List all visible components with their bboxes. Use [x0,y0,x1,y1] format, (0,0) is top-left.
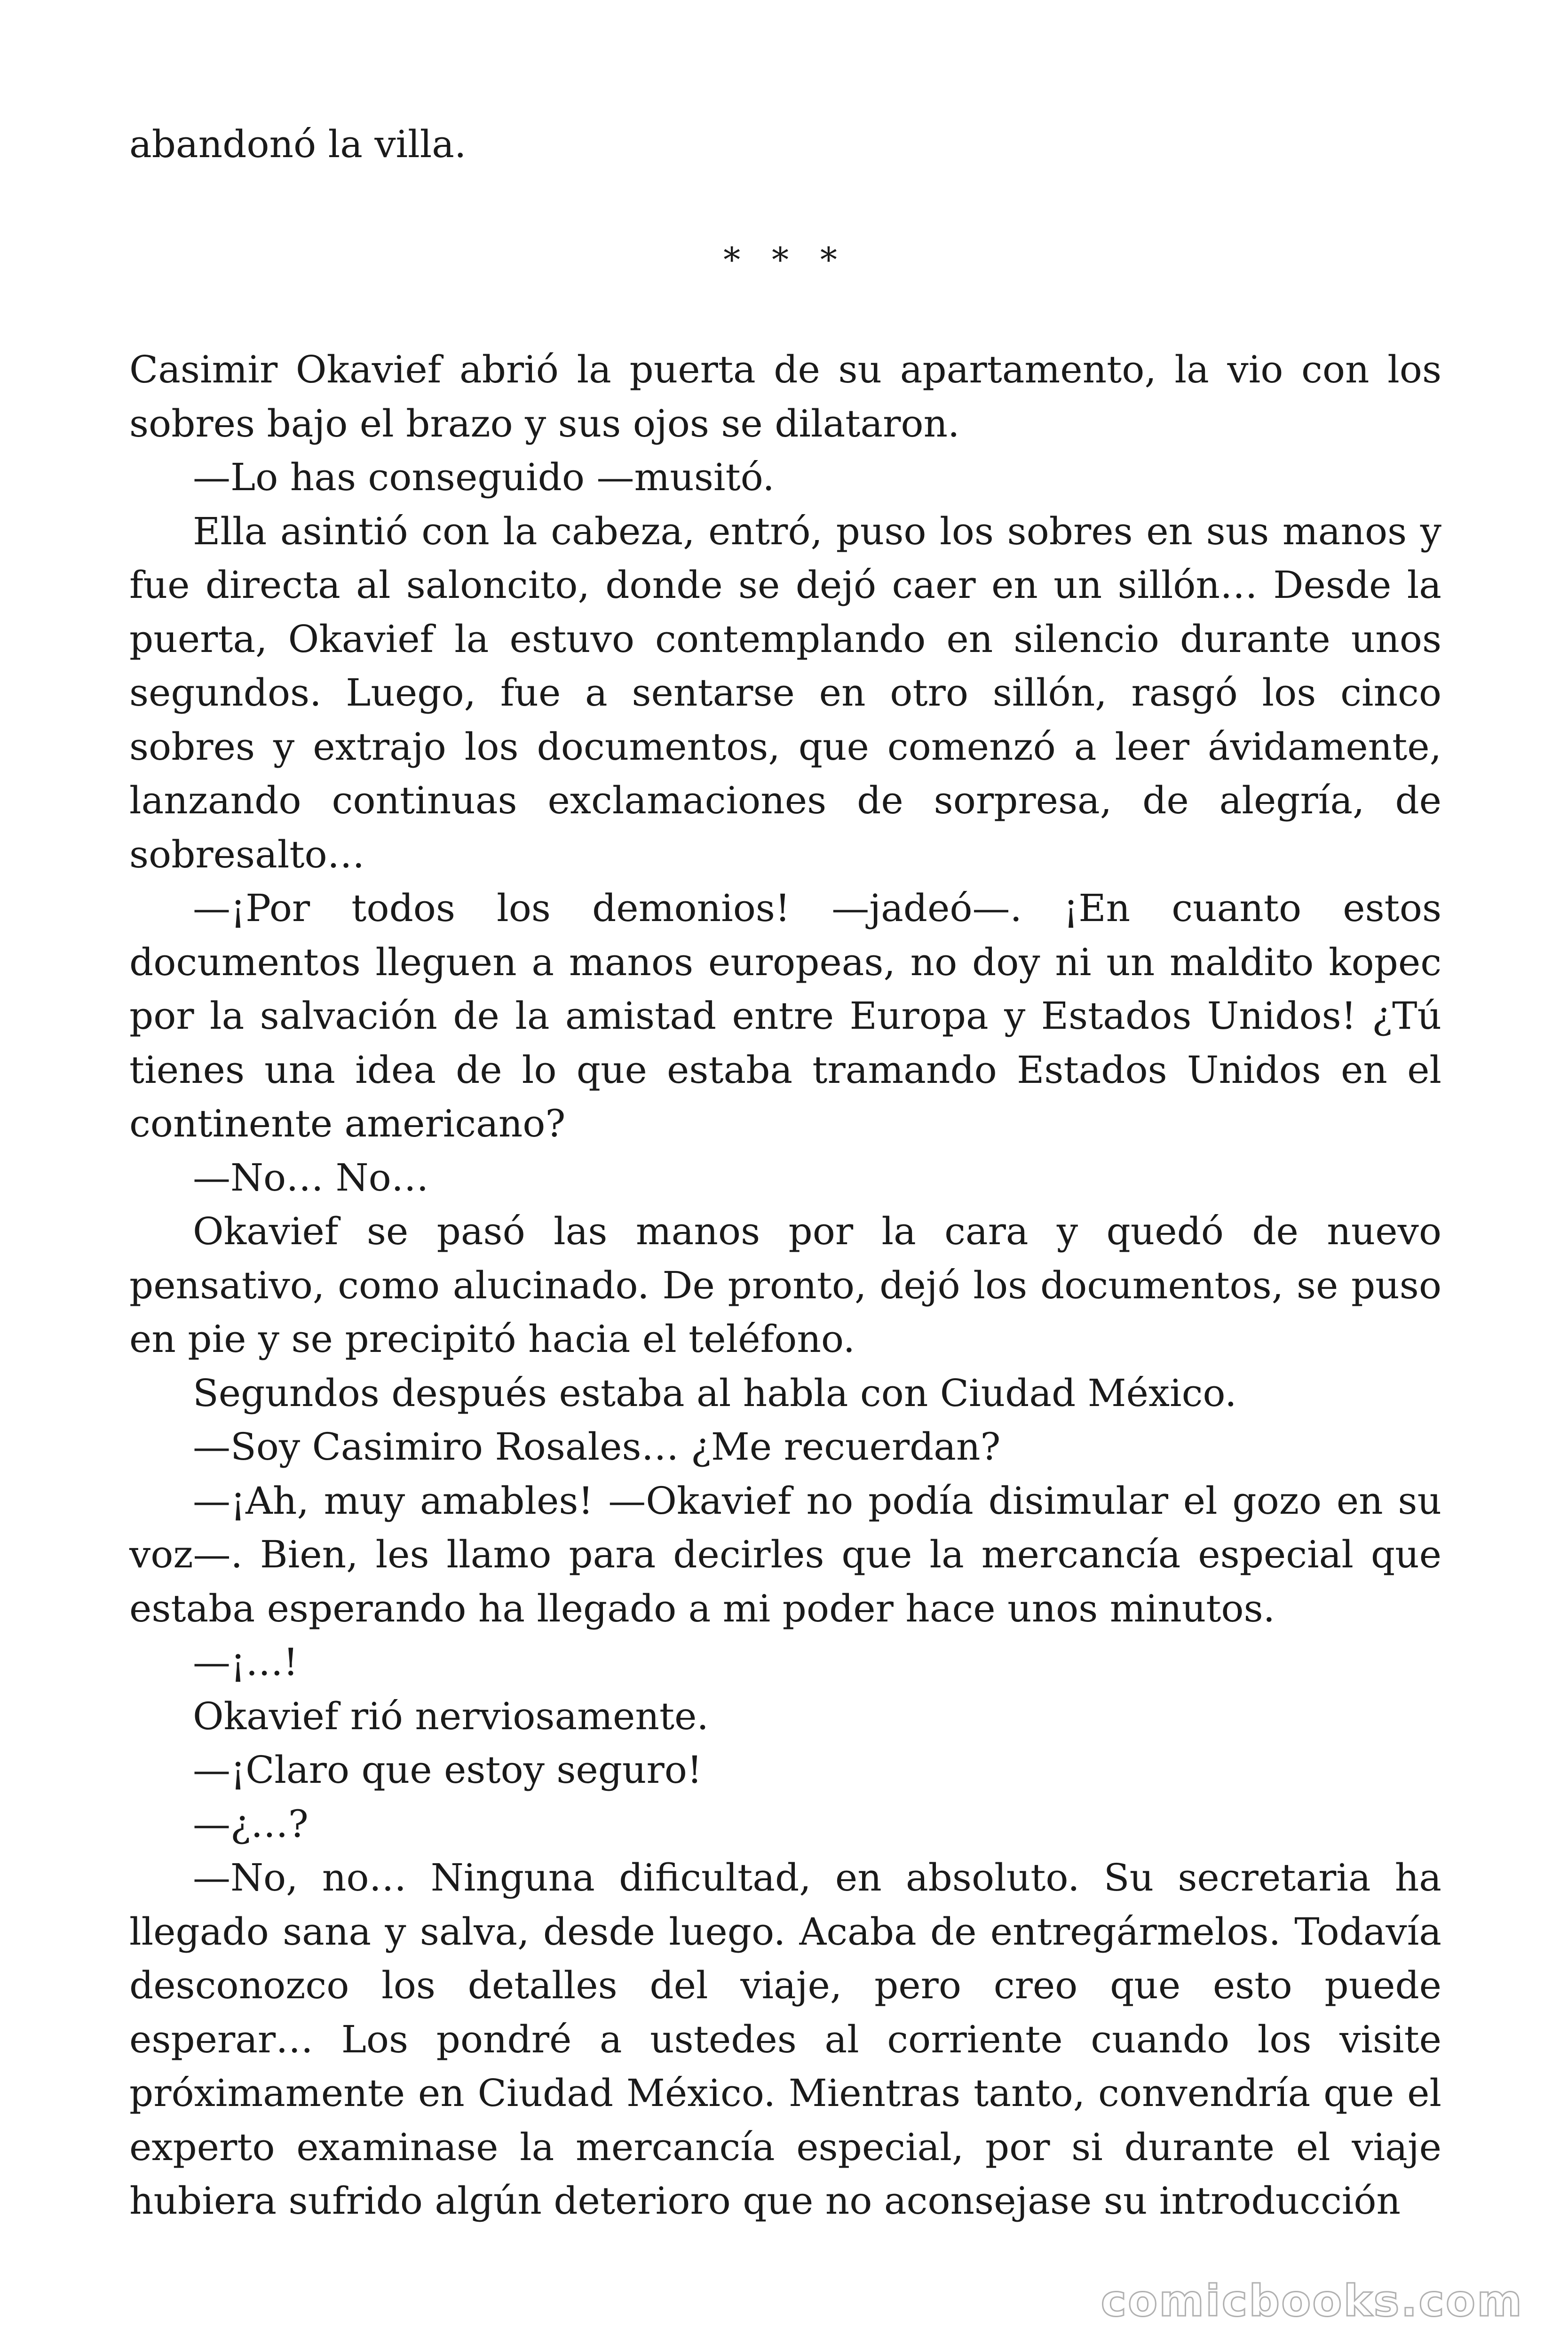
paragraph: Okavief se pasó las manos por la cara y quedó de nuevo pensativo, como alucinado. De pronto, dejó los documentos, se puso en pie y se precipitó hacia el teléfono. [129,1209,1441,1361]
paragraph: —¡Por todos los demonios! —jadeó—. ¡En cuanto estos documentos lleguen a manos europeas, no doy ni un maldito kopec por la salvación de la amistad entre Europa y Estados Unidos! ¿Tú tienes una idea de lo que estaba tramando Estados Unidos en el continente americano? [129,886,1441,1145]
paragraph: Segundos después estaba al habla con Ciudad México. [193,1371,1237,1415]
opening-line: abandonó la villa. [129,122,467,166]
watermark-logo: comicbooks.com [1101,2276,1523,2326]
paragraph: —¡Claro que estoy seguro! [193,1748,703,1792]
paragraph: —Lo has conseguido —musitó. [193,455,775,499]
paragraph: Okavief rió nerviosamente. [193,1694,709,1738]
paragraph: Casimir Okavief abrió la puerta de su apartamento, la vio con los sobres bajo el brazo y sus ojos se dilataron. [129,348,1441,445]
paragraph: —No… No… [193,1155,429,1200]
paragraph: —¡…! [193,1640,299,1684]
paragraph: —¡Ah, muy amables! —Okavief no podía disimular el gozo en su voz—. Bien, les llamo para decirles que la mercancía especial que estaba esperando ha llegado a mi poder hace unos minutos. [129,1478,1441,1630]
paragraph: Ella asintió con la cabeza, entró, puso los sobres en sus manos y fue directa al saloncito, donde se dejó caer en un sillón… Desde la puerta, Okavief la estuvo contemplando en silencio durante unos segundos. Luego, fue a sentarse en otro sillón, rasgó los cinco sobres y extrajo los documentos, que comenzó a leer ávidamente, lanzando continuas exclamaciones de sorpresa, de alegría, de sobresalto… [129,509,1441,876]
paragraph: —Soy Casimiro Rosales… ¿Me recuerdan? [193,1425,1001,1469]
paragraph: —No, no… Ninguna dificultad, en absoluto. Su secretaria ha llegado sana y salva, desde luego. Acaba de entregármelos. Todavía desconozco los detalles del viaje, pero creo que esto puede esperar… Los pondré a ustedes al corriente cuando los visite próximamente en Ciudad México. Mientras tanto, convendría que el experto examinase la mercancía especial, por si durante el viaje hubiera sufrido algún deterioro que no aconsejase su introducción [129,1856,1441,2223]
paragraph: —¿…? [193,1802,309,1846]
section-separator: * * * [723,239,847,279]
page-text [129,118,1441,2228]
